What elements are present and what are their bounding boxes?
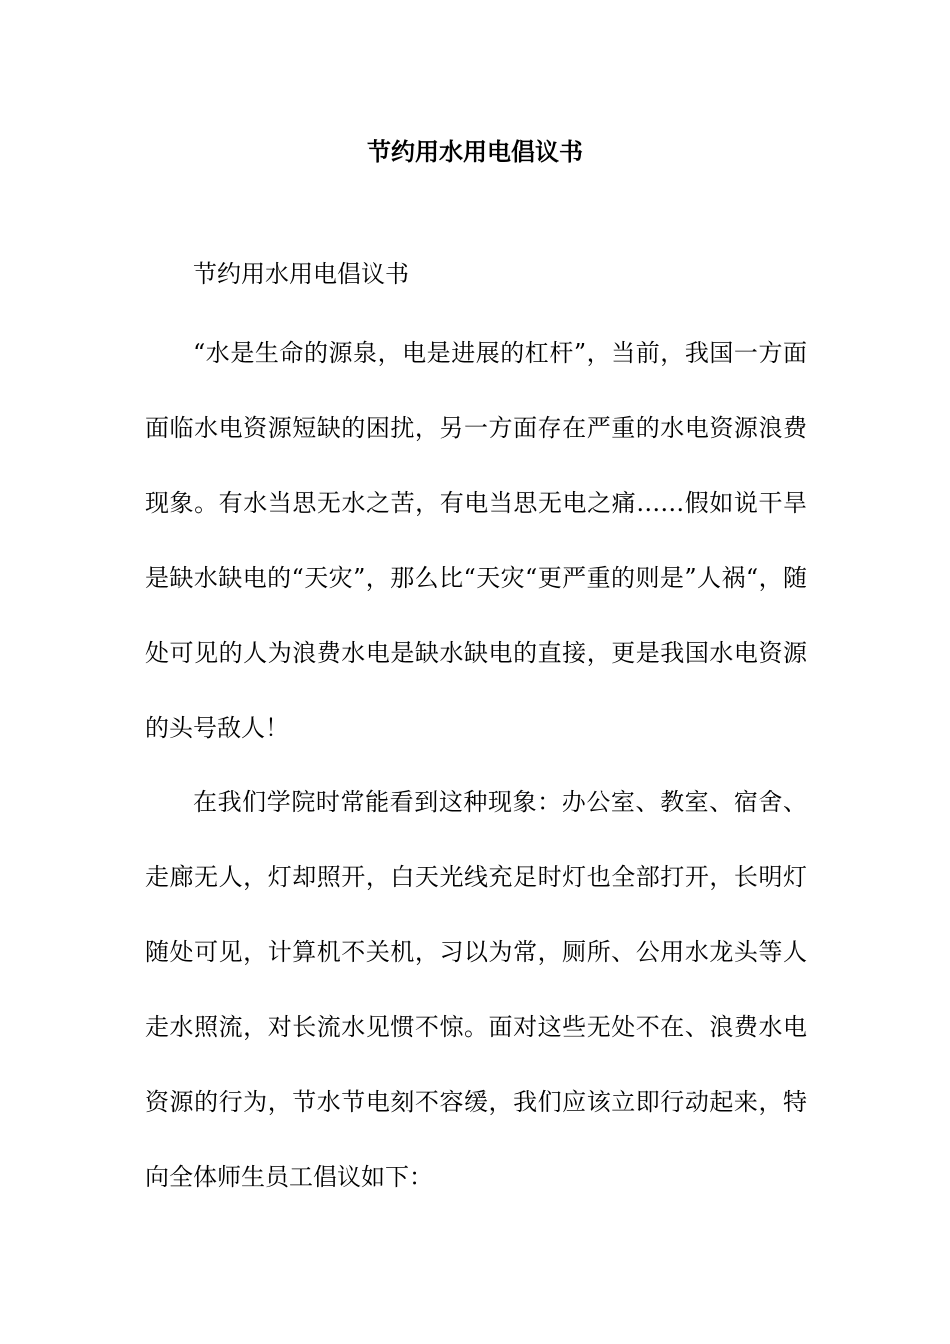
document-title: 节约用水用电倡议书 — [367, 137, 583, 166]
paragraph-campus-waste: 在我们学院时常能看到这种现象：办公室、教室、宿舍、走廊无人，灯却照开，白天光线充足时灯也全部打开，长明灯随处可见，计算机不关机，习以为常，厕所、公用水龙头等人走水照流，对长流水见惯不惊。面对这些无处不在、浪费水电资源的行为，节水节电刻不容缓，我们应该立即行动起来，特向全体师生员工倡议如下： — [145, 788, 807, 1191]
document-subtitle: 节约用水用电倡议书 — [193, 260, 409, 288]
paragraph-intro: “水是生命的源泉，电是进展的杠杆”，当前，我国一方面面临水电资源短缺的困扰，另一方面存在严重的水电资源浪费现象。有水当思无水之苦，有电当思无电之痛……假如说干旱是缺水缺电的“天灾”，那么比“天灾“更严重的则是”人祸“，随处可见的人为浪费水电是缺水缺电的直接，更是我国水电资源的头号敌人！ — [145, 339, 807, 742]
